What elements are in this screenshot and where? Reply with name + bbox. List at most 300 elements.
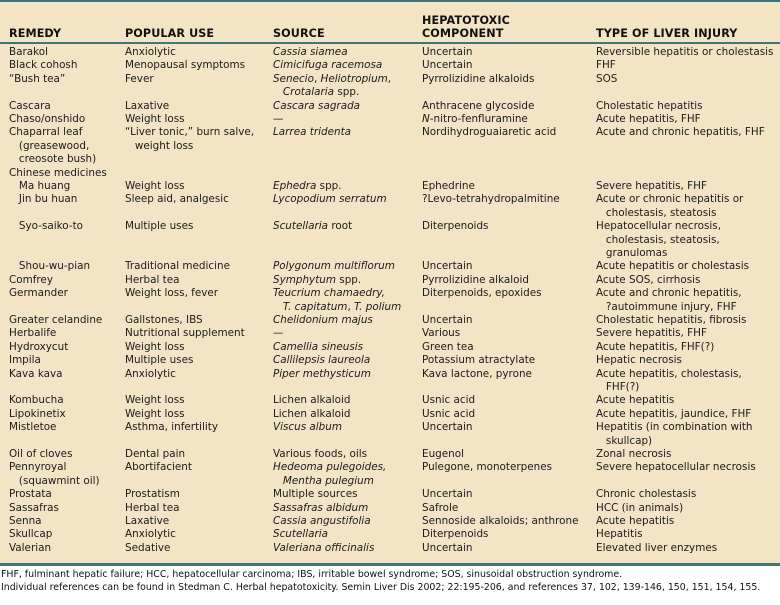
- cell-popular-use: [125, 73, 154, 86]
- cell-line: Diterpenoids: [422, 528, 489, 541]
- cell-source: [273, 73, 391, 100]
- cell-popular-use: [125, 113, 185, 126]
- cell-line: Green tea: [422, 340, 474, 353]
- cell-line: Ephedrine: [422, 180, 475, 192]
- cell-line: Chinese medicines: [9, 166, 107, 179]
- cell-line: “Bush tea”: [9, 72, 66, 85]
- cell-remedy: [9, 274, 53, 287]
- cell-line: Anxiolytic: [125, 528, 176, 541]
- cell-component: [422, 73, 534, 86]
- cell-line: Elevated liver enzymes: [596, 541, 718, 554]
- cell-source: [273, 542, 374, 555]
- cell-line: Hydroxycut: [9, 340, 69, 353]
- cell-remedy: [9, 515, 42, 528]
- cell-line: Barakol: [9, 46, 49, 58]
- cell-source: [273, 461, 386, 488]
- cell-line: creosote bush): [9, 153, 97, 166]
- cell-line: Hepatic necrosis: [596, 354, 682, 367]
- text: —: [273, 327, 284, 340]
- cell-line: Potassium atractylate: [422, 354, 536, 367]
- cell-component: [422, 180, 475, 193]
- cell-line: Multiple uses: [125, 220, 194, 233]
- cell-line: Chaso/onshido: [9, 113, 86, 125]
- italic-text: Scutellaria: [273, 528, 329, 541]
- cell-source: [273, 59, 382, 72]
- cell-component: [422, 327, 460, 340]
- cell-source: [273, 448, 367, 461]
- cell-line: [273, 327, 283, 340]
- cell-component: [422, 421, 472, 434]
- cell-remedy: [9, 113, 85, 126]
- text: Multiple sources: [273, 488, 358, 501]
- cell-injury: [596, 368, 742, 395]
- cell-injury: [596, 287, 742, 314]
- cell-line: Pulegone, monoterpenes: [422, 461, 553, 474]
- cell-source: [273, 46, 348, 59]
- header-component-line2: COMPONENT: [422, 27, 504, 40]
- cell-line: Acute hepatitis: [596, 394, 675, 407]
- cell-component: [422, 260, 472, 273]
- cell-line: [273, 113, 283, 126]
- cell-remedy: [9, 448, 73, 461]
- cell-popular-use: [125, 59, 245, 72]
- cell-line: ?autoimmune injury, FHF: [596, 300, 737, 313]
- text: -nitro-fenfluramine: [429, 113, 528, 125]
- cell-line: Shou-wu-pian: [9, 260, 91, 273]
- cell-line: Hepatitis (in combination with: [596, 421, 753, 434]
- cell-line: Uncertain: [422, 59, 473, 72]
- cell-line: [273, 528, 328, 541]
- cell-line: (squawmint oil): [9, 474, 100, 487]
- cell-line: Nordihydroguaiaretic acid: [422, 126, 557, 139]
- cell-line: Anxiolytic: [125, 46, 176, 58]
- text: ,: [387, 72, 392, 85]
- cell-popular-use: [125, 515, 169, 528]
- text: ,: [313, 72, 321, 85]
- cell-line: [273, 448, 367, 461]
- cell-source: [273, 502, 368, 515]
- cell-line: Diterpenoids, epoxides: [422, 287, 542, 300]
- cell-popular-use: [125, 46, 176, 59]
- cell-injury: [596, 46, 773, 59]
- cell-popular-use: [125, 542, 170, 555]
- cell-line: Severe hepatocellular necrosis: [596, 461, 756, 474]
- cell-line: [422, 113, 528, 126]
- cell-remedy: [9, 354, 41, 367]
- cell-popular-use: [125, 502, 179, 515]
- cell-line: Dental pain: [125, 448, 186, 460]
- cell-line: “Liver tonic,” burn salve,: [125, 126, 255, 139]
- cell-line: Greater celandine: [9, 314, 103, 326]
- cell-line: [273, 408, 350, 421]
- cell-line: Hepatocellular necrosis,: [596, 220, 722, 233]
- cell-source: [273, 287, 401, 314]
- cell-line: Skullcap: [9, 528, 53, 541]
- cell-injury: [596, 73, 617, 86]
- cell-line: Lipokinetix: [9, 407, 66, 420]
- cell-injury: [596, 314, 746, 327]
- cell-line: Comfrey: [9, 273, 53, 286]
- cell-line: [273, 502, 368, 515]
- cell-line: [273, 220, 352, 233]
- cell-line: [273, 100, 360, 113]
- cell-line: Acute and chronic hepatitis, FHF: [596, 126, 765, 139]
- cell-injury: [596, 448, 671, 461]
- cell-line: [273, 46, 348, 59]
- cell-injury: [596, 528, 643, 541]
- cell-popular-use: [125, 327, 245, 340]
- text: [273, 475, 283, 487]
- text: —: [273, 113, 284, 125]
- cell-line: [273, 193, 387, 206]
- cell-injury: [596, 220, 721, 260]
- cell-component: [422, 368, 532, 381]
- cell-line: Prostata: [9, 488, 52, 501]
- cell-component: [422, 408, 475, 421]
- cell-popular-use: [125, 180, 185, 193]
- cell-injury: [596, 59, 616, 72]
- header-popular-use: POPULAR USE: [125, 27, 215, 40]
- cell-line: Diterpenoids: [422, 220, 489, 233]
- cell-line: Anthracene glycoside: [422, 99, 535, 112]
- text: ,: [347, 300, 355, 313]
- cell-line: SOS: [596, 72, 618, 85]
- cell-line: Nutritional supplement: [125, 327, 245, 340]
- cell-popular-use: [125, 448, 185, 461]
- cell-line: Herbal tea: [125, 501, 180, 514]
- cell-line: [273, 488, 358, 501]
- cell-remedy: [9, 193, 77, 206]
- italic-text: Symphytum: [273, 273, 336, 286]
- cell-line: [273, 126, 351, 139]
- cell-source: [273, 220, 352, 233]
- italic-text: Heliotropium: [320, 72, 388, 85]
- cell-line: [273, 341, 363, 354]
- cell-line: Kava lactone, pyrone: [422, 367, 532, 380]
- cell-line: Chaparral leaf: [9, 126, 83, 139]
- italic-text: Scutellaria: [273, 220, 329, 233]
- cell-remedy: [9, 46, 48, 59]
- cell-line: Weight loss: [125, 180, 185, 192]
- cell-line: Zonal necrosis: [596, 448, 672, 460]
- cell-line: Usnic acid: [422, 407, 476, 420]
- cell-popular-use: [125, 100, 169, 113]
- cell-line: Sassafras: [9, 501, 59, 514]
- cell-line: [273, 421, 342, 434]
- cell-line: Asthma, infertility: [125, 421, 219, 434]
- cell-line: Acute SOS, cirrhosis: [596, 273, 701, 286]
- cell-line: Weight loss, fever: [125, 287, 219, 300]
- cell-line: [273, 515, 371, 528]
- cell-source: [273, 421, 342, 434]
- cell-line: Abortifacient: [125, 461, 192, 474]
- cell-popular-use: [125, 408, 185, 421]
- italic-text: Piper methysticum: [273, 367, 371, 380]
- cell-remedy: [9, 59, 77, 72]
- cell-line: Severe hepatitis, FHF: [596, 327, 707, 340]
- cell-component: [422, 59, 472, 72]
- cell-source: [273, 368, 371, 381]
- cell-injury: [596, 542, 717, 555]
- cell-line: Uncertain: [422, 46, 473, 58]
- cell-injury: [596, 327, 707, 340]
- footnote-references: Individual references can be found in Stedman C. Herbal hepatotoxicity. Semin Liver Dis 2002; 22:195-206, and references 37, 102, 139-146, 150, 151, 154, 155.: [1, 581, 761, 593]
- cell-component: [422, 274, 529, 287]
- cell-line: Senna: [9, 515, 42, 527]
- cell-remedy: [9, 461, 100, 488]
- cell-source: [273, 180, 342, 193]
- cell-injury: [596, 488, 696, 501]
- cell-line: Cascara: [9, 99, 51, 112]
- cell-line: ?Levo-tetrahydropalmitine: [422, 193, 560, 206]
- cell-remedy: [9, 167, 107, 180]
- italic-text: Viscus album: [273, 421, 342, 434]
- italic-text: Hedeoma pulegoides,: [273, 461, 387, 474]
- cell-injury: [596, 421, 753, 448]
- cell-component: [422, 528, 488, 541]
- cell-remedy: [9, 394, 64, 407]
- cell-component: [422, 46, 472, 59]
- cell-line: Acute or chronic hepatitis or: [596, 193, 744, 206]
- cell-line: Herbalife: [9, 327, 57, 340]
- cell-line: Hepatitis: [596, 528, 643, 541]
- cell-injury: [596, 461, 756, 474]
- cell-line: FHF: [596, 59, 616, 72]
- cell-line: Weight loss: [125, 340, 185, 353]
- cell-popular-use: [125, 354, 193, 367]
- cell-component: [422, 488, 472, 501]
- italic-text: Callilepsis laureola: [273, 354, 371, 367]
- italic-text: Crotalaria: [282, 86, 335, 99]
- cell-popular-use: [125, 314, 203, 327]
- cell-remedy: [9, 100, 51, 113]
- cell-source: [273, 341, 363, 354]
- cell-component: [422, 220, 488, 233]
- cell-source: [273, 274, 361, 287]
- cell-injury: [596, 193, 743, 220]
- cell-source: [273, 528, 328, 541]
- cell-injury: [596, 180, 707, 193]
- cell-popular-use: [125, 461, 192, 474]
- cell-injury: [596, 354, 682, 367]
- cell-line: Gallstones, IBS: [125, 314, 203, 326]
- cell-popular-use: [125, 260, 230, 273]
- cell-line: Herbal tea: [125, 273, 180, 286]
- cell-source: [273, 408, 350, 421]
- cell-line: Kombucha: [9, 394, 64, 407]
- cell-line: Acute hepatitis: [596, 515, 675, 527]
- cell-popular-use: [125, 488, 180, 501]
- cell-component: [422, 461, 552, 474]
- italic-text: Cassia siamea: [273, 46, 348, 58]
- cell-line: HCC (in animals): [596, 501, 684, 514]
- cell-remedy: [9, 488, 52, 501]
- text: Lichen alkaloid: [273, 407, 351, 420]
- footnote-abbreviations: FHF, fulminant hepatic failure; HCC, hepatocellular carcinoma; IBS, irritable bowel syndrome; SOS, sinusoidal obstruction syndrome.: [1, 569, 623, 580]
- text: [273, 86, 283, 98]
- cell-popular-use: [125, 274, 179, 287]
- cell-component: [422, 354, 535, 367]
- cell-component: [422, 314, 472, 327]
- cell-line: cholestasis, steatosis,: [596, 233, 720, 246]
- cell-line: Anxiolytic: [125, 367, 176, 380]
- cell-popular-use: [125, 368, 176, 381]
- header-injury: TYPE OF LIVER INJURY: [596, 27, 738, 40]
- cell-line: Uncertain: [422, 488, 473, 501]
- cell-line: Black cohosh: [9, 59, 78, 72]
- cell-line: cholestasis, steatosis: [596, 206, 717, 219]
- cell-remedy: [9, 287, 68, 300]
- cell-injury: [596, 126, 765, 139]
- cell-line: Cholestatic hepatitis, fibrosis: [596, 314, 747, 326]
- cell-line: Uncertain: [422, 421, 473, 434]
- cell-component: [422, 515, 579, 528]
- cell-line: Acute hepatitis, FHF: [596, 113, 701, 125]
- italic-text: Lycopodium serratum: [273, 193, 387, 206]
- cell-injury: [596, 394, 674, 407]
- cell-component: [422, 542, 472, 555]
- text: spp.: [335, 273, 362, 286]
- cell-line: Safrole: [422, 501, 459, 514]
- cell-line: [273, 354, 370, 367]
- cell-line: Oil of cloves: [9, 448, 73, 460]
- cell-line: Weight loss: [125, 113, 185, 125]
- italic-text: Senecio: [273, 72, 314, 85]
- cell-line: Cholestatic hepatitis: [596, 99, 703, 112]
- text: Lichen alkaloid: [273, 394, 351, 407]
- cell-line: skullcap): [596, 434, 653, 447]
- cell-line: Pyrrolizidine alkaloid: [422, 273, 529, 286]
- cell-line: [273, 461, 386, 474]
- cell-popular-use: [125, 193, 229, 206]
- cell-line: Sennoside alkaloids; anthrone: [422, 515, 579, 527]
- cell-component: [422, 394, 475, 407]
- header-component-line1: HEPATOTOXIC: [422, 14, 510, 27]
- cell-popular-use: [125, 528, 176, 541]
- cell-injury: [596, 113, 701, 126]
- cell-popular-use: [125, 220, 193, 233]
- cell-injury: [596, 515, 674, 528]
- cell-popular-use: [125, 287, 218, 300]
- cell-line: [273, 86, 391, 99]
- cell-injury: [596, 408, 751, 421]
- cell-line: Laxative: [125, 515, 170, 527]
- cell-line: Pyrrolizidine alkaloids: [422, 72, 535, 85]
- cell-line: [273, 314, 373, 327]
- cell-source: [273, 126, 351, 139]
- cell-line: Severe hepatitis, FHF: [596, 180, 707, 192]
- cell-remedy: [9, 327, 56, 340]
- text: [273, 301, 283, 313]
- text: spp.: [334, 86, 360, 99]
- cell-source: [273, 327, 283, 340]
- italic-text: Camellia sineusis: [273, 340, 364, 353]
- cell-line: [273, 475, 386, 488]
- cell-line: [273, 542, 374, 555]
- italic-text: Valeriana officinalis: [273, 541, 375, 554]
- cell-remedy: [9, 260, 90, 273]
- cell-line: Laxative: [125, 99, 170, 112]
- header-source: SOURCE: [273, 27, 325, 40]
- italic-text: T. capitatum: [282, 300, 348, 313]
- italic-text: Ephedra: [273, 180, 317, 192]
- italic-text: N: [422, 113, 430, 125]
- cell-line: Kava kava: [9, 367, 63, 380]
- cell-line: Eugenol: [422, 448, 464, 460]
- cell-line: Weight loss: [125, 407, 185, 420]
- text: spp.: [316, 180, 342, 192]
- cell-line: Menopausal symptoms: [125, 59, 246, 72]
- cell-line: Traditional medicine: [125, 260, 230, 273]
- italic-text: Teucrium chamaedry,: [273, 287, 385, 300]
- italic-text: Cascara sagrada: [273, 99, 361, 112]
- cell-injury: [596, 260, 749, 273]
- cell-line: Germander: [9, 287, 68, 300]
- cell-component: [422, 193, 560, 206]
- cell-line: Acute hepatitis, jaundice, FHF: [596, 407, 752, 420]
- cell-line: Acute and chronic hepatitis,: [596, 287, 742, 300]
- cell-popular-use: [125, 126, 254, 153]
- italic-text: Larrea tridenta: [273, 126, 352, 139]
- cell-remedy: [9, 314, 102, 327]
- cell-line: Syo-saiko-to: [9, 220, 83, 233]
- cell-line: [273, 368, 371, 381]
- cell-line: [273, 59, 382, 72]
- cell-line: Various: [422, 327, 461, 340]
- cell-component: [422, 126, 556, 139]
- italic-text: Mentha pulegium: [282, 474, 374, 487]
- cell-line: Sleep aid, analgesic: [125, 193, 229, 206]
- cell-remedy: [9, 408, 66, 421]
- cell-line: FHF(?): [596, 381, 640, 393]
- cell-source: [273, 314, 373, 327]
- cell-line: Usnic acid: [422, 394, 476, 407]
- cell-injury: [596, 341, 714, 354]
- cell-line: Prostatism: [125, 488, 180, 501]
- cell-popular-use: [125, 421, 218, 434]
- cell-line: Acute hepatitis or cholestasis: [596, 260, 750, 273]
- cell-source: [273, 193, 387, 206]
- italic-text: T. polium: [354, 300, 402, 313]
- cell-injury: [596, 100, 703, 113]
- cell-source: [273, 113, 283, 126]
- cell-line: Reversible hepatitis or cholestasis: [596, 46, 774, 58]
- cell-line: [273, 260, 395, 273]
- cell-line: granulomas: [596, 247, 668, 259]
- cell-line: [273, 301, 401, 314]
- cell-remedy: [9, 126, 96, 166]
- cell-component: [422, 100, 534, 113]
- cell-remedy: [9, 341, 68, 354]
- cell-line: (greasewood,: [9, 139, 90, 152]
- cell-remedy: [9, 180, 70, 193]
- cell-remedy: [9, 502, 59, 515]
- cell-line: Uncertain: [422, 314, 473, 326]
- cell-line: Weight loss: [125, 394, 185, 407]
- cell-remedy: [9, 220, 83, 233]
- cell-source: [273, 394, 350, 407]
- cell-injury: [596, 502, 683, 515]
- cell-remedy: [9, 542, 51, 555]
- italic-text: Chelidonium majus: [273, 314, 373, 326]
- cell-line: Ma huang: [9, 180, 71, 192]
- cell-component: [422, 113, 528, 126]
- italic-text: Polygonum multiflorum: [273, 260, 395, 273]
- cell-line: [273, 287, 401, 300]
- cell-component: [422, 287, 542, 300]
- cell-remedy: [9, 421, 56, 434]
- cell-popular-use: [125, 341, 185, 354]
